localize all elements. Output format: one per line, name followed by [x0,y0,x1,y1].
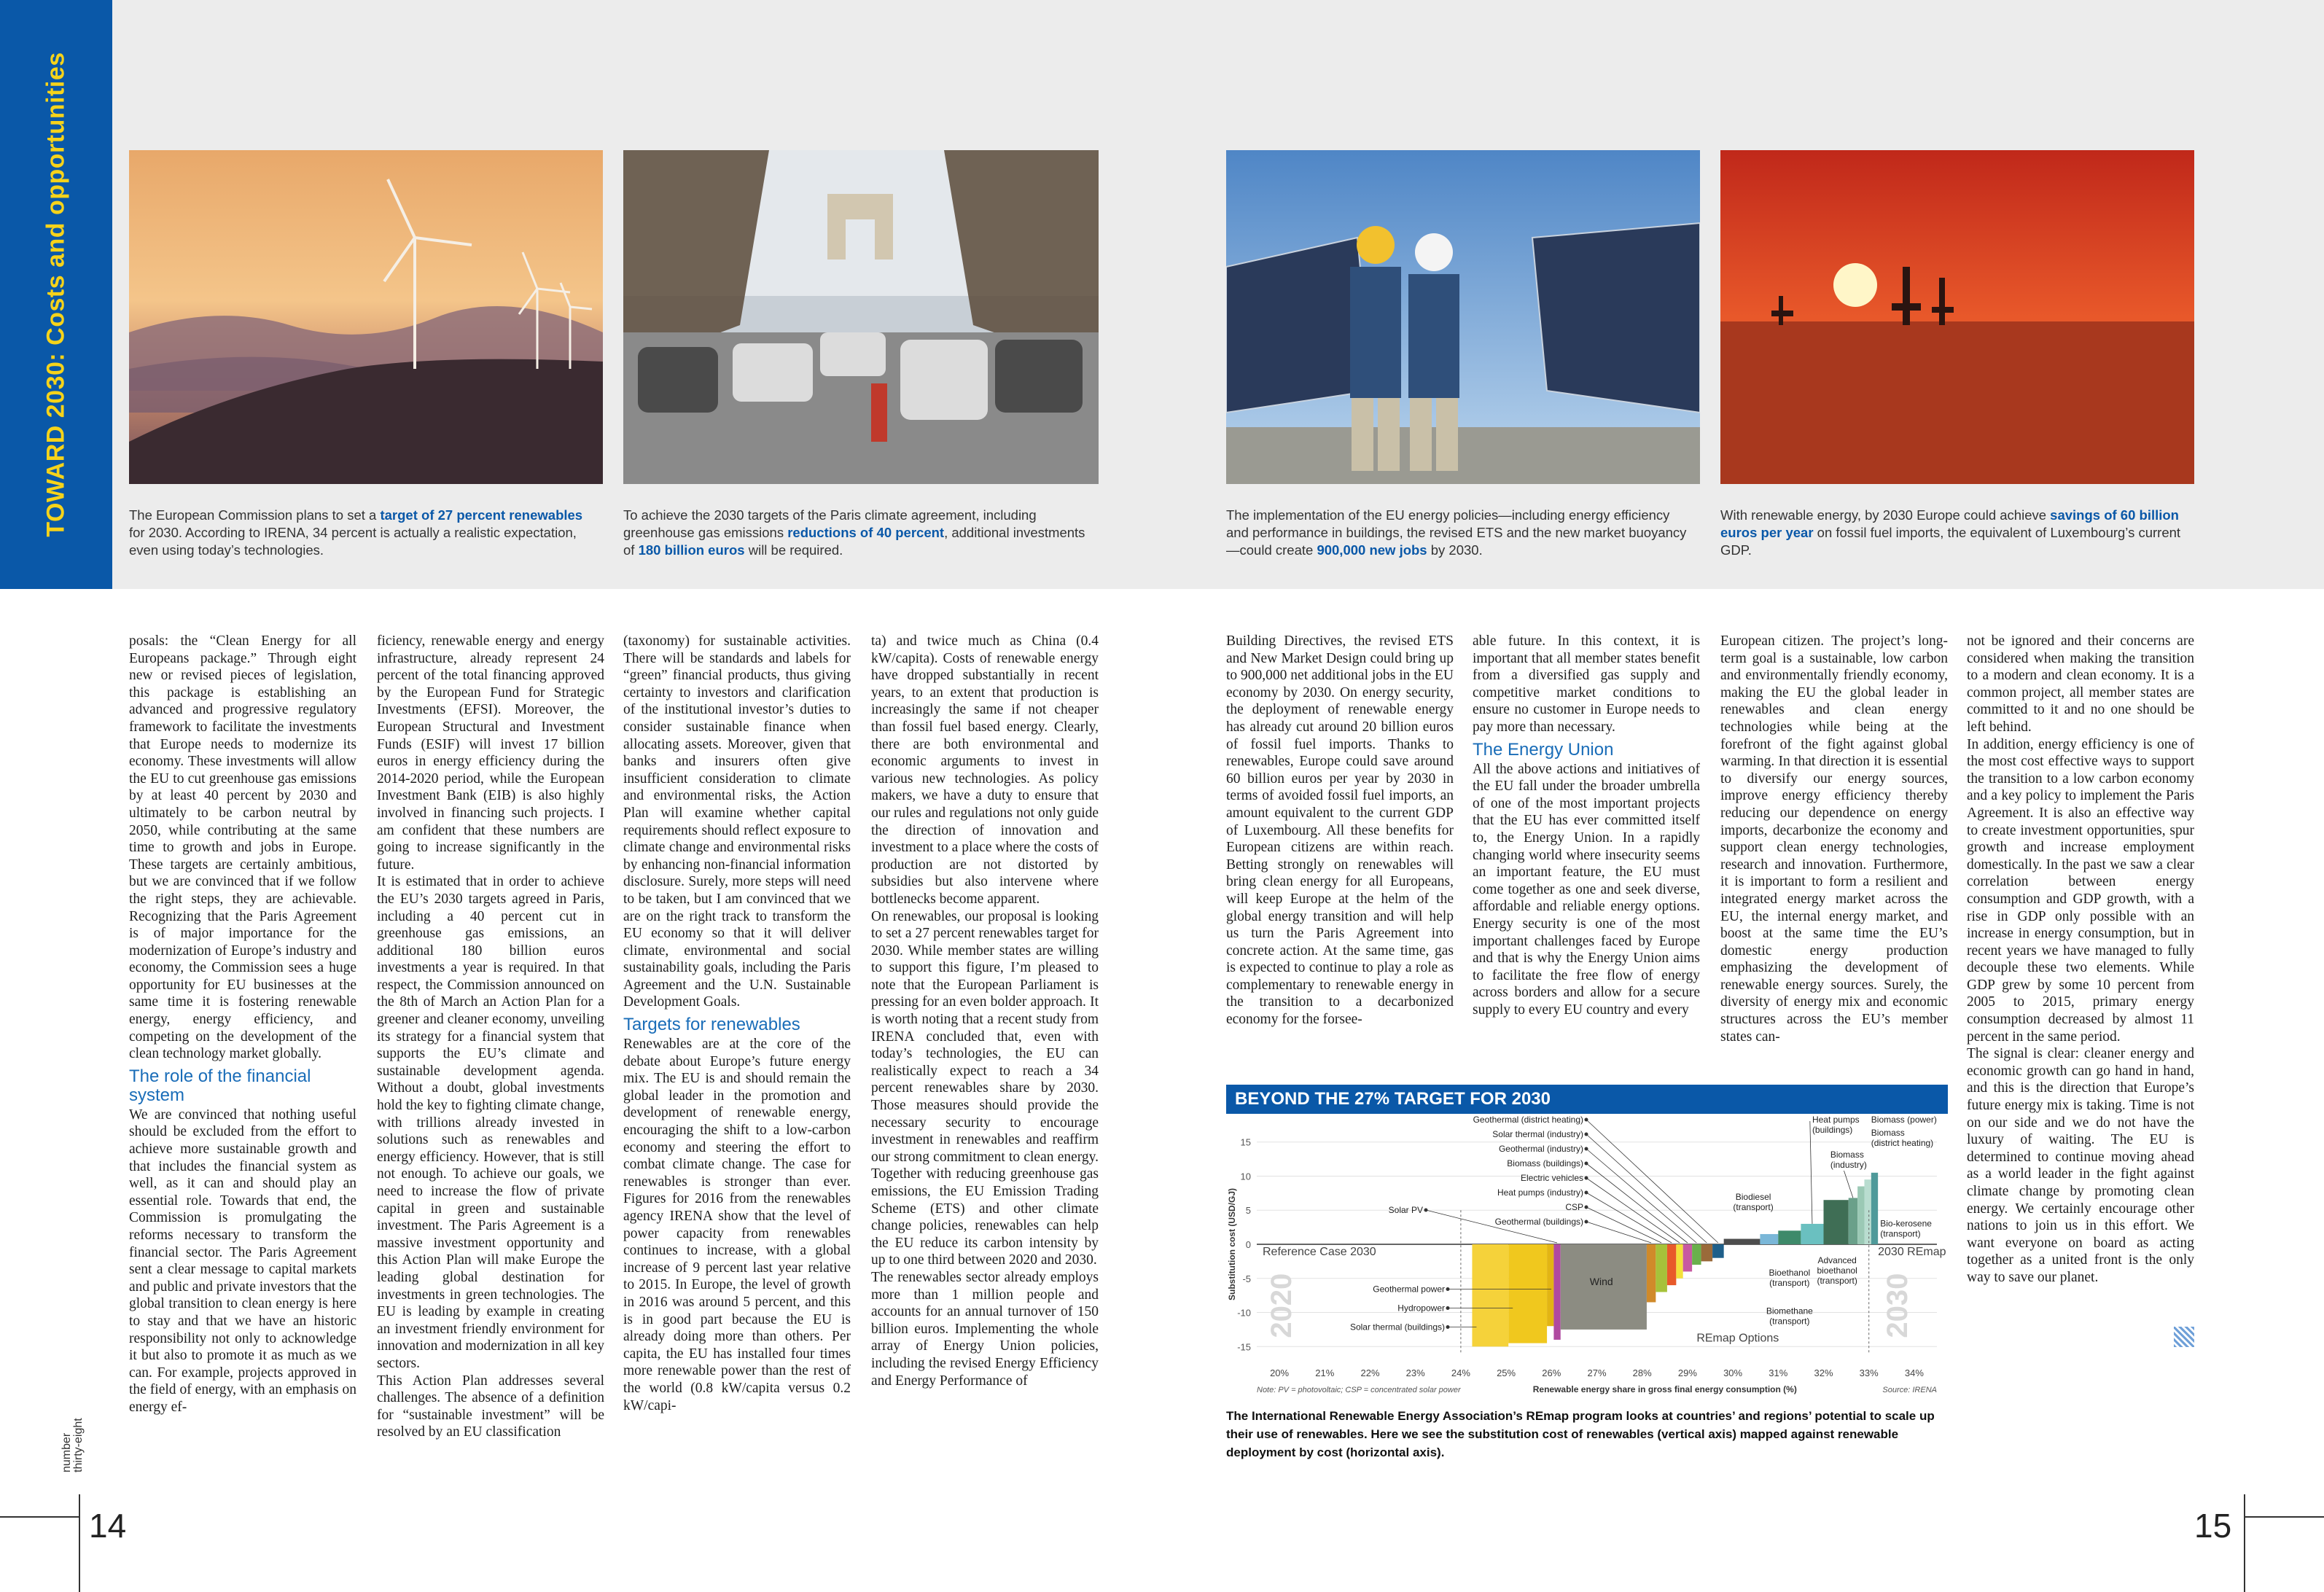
bar-segment [1676,1244,1682,1279]
text-column-3 [623,633,851,1414]
annotation-label: Geothermal (industry) [1498,1144,1583,1154]
x-tick-label: 28% [1632,1367,1652,1378]
chart-title: BEYOND THE 27% TARGET FOR 2030 [1226,1085,1948,1114]
annotation-label: Heat pumps (industry) [1497,1187,1583,1198]
annotation-label: (buildings) [1812,1125,1853,1135]
edition-label: number thirty-eight [61,1418,85,1472]
annotation-label: (transport) [1769,1316,1810,1327]
year-label-2030: 2030 [1881,1273,1914,1338]
remap-options-label: REmap Options [1696,1332,1779,1345]
annotation-dot [1585,1191,1588,1195]
bar-segment [1692,1244,1701,1265]
x-tick-label: 25% [1497,1367,1516,1378]
annotation-label: Hydropower [1397,1303,1445,1314]
bar-segment [1667,1244,1676,1285]
paragraph: ta) and twice much as China (0.4 kW/capita). Costs of renewable energy have dropped substantially in recent years, to an extent that production is increasingly the same if not cheaper than fossil fuel based energy. Clearly, there are both environmental and economic arguments to invest in various new technologies. As policy makers, we have a duty to ensure that our rules and regulations not only guide the direction of innovation and investment to a place where the costs of production are not distorted by subsidies but also intervene where bottlenecks become apparent. [871,633,1099,907]
x-tick-label: 22% [1360,1367,1380,1378]
photo-solar-engineers [1226,150,1700,484]
paragraph: On renewables, our proposal is looking to set a 27 percent renewables target for 2030. While member states are willing to support this figure, I’m pleased to note that the European Parliament is pressing for an even bolder approach. It is worth noting that a recent study from IRENA concluded that, even with today’s technologies, the EU can realistically expect to reach a 34 percent renewables share by 2030. Those measures should provide the necessary security to encourage investment in renewables and reaffirm our strong commitment to clean energy. Together with reducing greenhouse gas emissions, the EU Emission Trading Scheme (ETS) and other climate change policies, renewables can help the EU reduce its carbon intensity by up to one third between 2020 and 2030. [871,908,1099,1268]
x-tick-label: 32% [1814,1367,1833,1378]
paragraph: The signal is clear: cleaner energy and economic growth can go hand in hand, and this is the direction that Europe’s future energy mix is taking. Time is not on our side and we do not have the luxury of waiting. The EU is determined to continue moving ahead as a world leader in the fight against climate change by promoting clean energy. We certainly encourage other nations to join us in this effort. We want everyone on board as acting together as a united front is the only way to save our planet. [1967,1046,2194,1285]
bar-segment [1849,1198,1857,1244]
annotation-dot [1446,1325,1450,1329]
annotation-leader [1586,1207,1661,1243]
text-column-8 [1967,633,2194,1287]
annotation-dot [1424,1209,1428,1212]
bar-segment [1508,1244,1547,1343]
annotation-label: Biomethane [1766,1306,1813,1316]
bar-segment [1647,1244,1656,1303]
paragraph: All the above actions and initiatives of the EU fall under the broader umbrella of one of the most important projects that the EU has ever committed itself to, the Energy Union. In a rapidly changing world where insecurity seems an important feature, the EU must come together as one and seek diverse, affordable and reliable energy options. Energy security is one of the most important challenges faced by Europe and that is why the Energy Union aims to facilitate the free flow of energy across borders and allow for a secure supply to every EU country and every [1473,761,1700,1018]
caption-photo-1: The European Commission plans to set a target of 27 percent renewables for 2030. According to IRENA, 34 percent is actually a realistic expectation, even using today’s technologies. [129,507,583,558]
annotation-label: Biomass [1830,1150,1864,1160]
annotation-label: (transport) [1817,1276,1857,1287]
page-number-left: 14 [89,1507,127,1545]
y-tick-label: 15 [1240,1136,1251,1148]
caption-photo-3: The implementation of the EU energy policies—including energy efficiency and performance in buildings, the revised ETS and the new market buoyancy—could create 900,000 new jobs by 2030. [1226,507,1687,558]
paragraph: posals: the “Clean Energy for all Europeans package.” Through eight new or revised pieces of legislation, this package is establishing an advanced and progressive regulatory framework to facilitate the investments that Europe needs to modernize its economy. These investments will allow the EU to cut greenhouse gas emissions by at least 40 percent by 2030 and ultimately to be carbon neutral by 2050, while contributing at the same time to growth and jobs in Europe. These targets are certainly ambitious, but we are convinced that if we follow the right steps, they are achievable. Recognizing that the Paris Agreement is of major importance for the modernization of Europe’s industry and economy, the Commission sees a huge opportunity for EU businesses at the same time it is fostering renewable energy, energy efficiency, and competing on the development of the clean technology market globally. [129,633,356,1062]
x-tick-label: 21% [1315,1367,1335,1378]
subheading-financial-system: The role of the financial system [129,1066,311,1105]
paragraph: European citizen. The project’s long-term goal is a sustainable, low carbon and environmentally friendly economy, making the EU the global leader in renewables and clean energy technologies while being at the forefront of the fight against global warming. In that direction it is essential to diversify our energy sources, improve energy efficiency thereby reducing our dependence on energy imports, decarbonize the economy and support clean energy technologies, research and innovation. Furthermore, it is important to form a resilient and integrated energy market across the EU, the internal energy market, and boost at the same time the EU’s domestic energy production emphasizing the development of renewable energy sources. Surely, the diversity of energy mix and economic structures across the EU’s member states can- [1720,633,1948,1045]
paragraph: able future. In this context, it is important that all member states benefit from a diversified gas supply and competitive market conditions to ensure no customer in Europe needs to pay more than necessary. [1473,633,1700,735]
bar-segment [1724,1239,1760,1244]
annotation-dot [1585,1162,1588,1166]
folio-rule-left-vertical [79,1494,80,1592]
annotation-leader [1586,1134,1707,1243]
photo-city-traffic [623,150,1099,484]
remap-2030-label: 2030 REmap [1878,1245,1946,1258]
annotation-dot [1446,1306,1450,1310]
annotation-label: Heat pumps [1812,1115,1860,1125]
paragraph: Building Directives, the revised ETS and New Market Design could bring up to 900,000 net additional jobs in the EU economy by 2030. On energy security, the deployment of renewable energy has already cut around 20 billion euros of fossil fuel imports. Thanks to renewables, Europe could save around 60 billion euros per year by 2030 in terms of avoided fossil fuel imports, an amount equivalent to the current GDP of Luxembourg. All these benefits for European citizens are within reach. Betting strongly on renewables will bring clean energy for all Europeans, will keep Europe at the helm of the global energy transition and will help us turn the Paris Agreement into concrete action. At the same time, gas is expected to continue to play a role as complementary to renewable energy in the transition to a decarbonized economy for the forsee- [1226,633,1454,1028]
annotation-label: bioethanol [1817,1265,1857,1276]
annotation-label: (transport) [1733,1202,1774,1213]
annotation-dot [1585,1118,1588,1122]
x-tick-label: 31% [1769,1367,1788,1378]
bar-segment [1857,1187,1864,1245]
photo-wind-turbines [129,150,603,484]
bar-segment [1801,1224,1823,1244]
folio-rule-left [0,1516,79,1518]
text-column-1 [129,633,356,1416]
bar-segment [1553,1244,1560,1340]
year-label-2020: 2020 [1266,1273,1298,1338]
annotation-label: (industry) [1830,1160,1867,1170]
annotation-label: Biomass (power) [1871,1115,1937,1125]
y-tick-label: -10 [1237,1307,1251,1319]
annotation-dot [1446,1287,1450,1291]
paragraph: The renewables sector already employs more than 1 million people and accounts for an annual turnover of 150 billion euros. Implementing the whole array of Energy Union policies, including the revised Energy Efficiency and Energy Performance of [871,1269,1099,1389]
annotation-dot [1585,1206,1588,1209]
annotation-dot [1585,1133,1588,1136]
annotation-label: Geothermal power [1373,1284,1445,1295]
annotation-label: Biomass (buildings) [1507,1158,1583,1168]
section-spine [0,0,112,589]
x-tick-label: 24% [1451,1367,1470,1378]
caption-photo-2: To achieve the 2030 targets of the Paris climate agreement, including greenhouse gas emissions reductions of 40 percent, additional investments of 180 billion euros will be required. [623,507,1085,558]
x-axis-title: Renewable energy share in gross final energy consumption (%) [1532,1384,1797,1394]
annotation-label: Biomass [1871,1128,1905,1138]
annotation-label: Geothermal (buildings) [1494,1217,1583,1227]
subheading-targets-renewables: Targets for renewables [623,1015,800,1035]
y-axis-title: Substitution cost (USD/GJ) [1227,1188,1237,1300]
paragraph: (taxonomy) for sustainable activities. There will be standards and labels for “green” financial products, thus giving certainty to investors and clarification of the institutional investor’s duties to consider sustainable finance when allocating assets. Moreover, given that banks and insurers often give insufficient consideration to climate and environmental risks, the Action Plan will examine whether capital requirements should reflect exposure to climate change and environmental risks by enhancing non-financial information disclosure. Surely, more steps will need to be taken, but I am convinced that we are on the right track to transform the EU economy so that it will deliver climate, environmental and social sustainability goals, including the Paris Agreement and the U.N. Sustainable Development Goals. [623,633,851,1010]
page-number-right: 15 [2194,1507,2232,1545]
photo-oil-rigs-sunset [1720,150,2194,484]
paragraph: This Action Plan addresses several challenges. The absence of a definition for “sustainable investment” will be resolved by an EU classification [377,1373,604,1440]
chart-plot [1226,1114,1948,1400]
annotation-label: Bioethanol [1769,1268,1811,1279]
paragraph: It is estimated that in order to achieve the EU’s 2030 targets agreed in Paris, including a 40 percent cut in greenhouse gas emissions, an additional 180 billion euros investments a year is required. In that respect, the Commission announced on the 8th of March an Action Plan for a greener and cleaner economy, unveiling its strategy for a financial system that supports the EU’s climate and sustainable development agenda. Without a doubt, global investments hold the key to fighting climate change, with trillions already invested in solutions such as renewables and energy efficiency. However, that is still not enough. To achieve our goals, we need to increase the flow of private capital in green and sustainable investment. The Paris Agreement is a massive investment opportunity and this Action Plan will make Europe the leading global destination for investments in green technologies. The EU is leading by example in creating an investment friendly environment for innovation and modernization in all key sectors. [377,874,604,1371]
bar-segment [1871,1173,1878,1244]
paragraph: In addition, energy efficiency is one of the most cost effective ways to support the transition to a low carbon economy and a key policy to implement the Paris Agreement. It is also an effective way to create investment opportunities, spur growth and increase employment domestically. In the past we saw a clear correlation between energy consumption and GDP growth, with a rise in GDP only possible with an increase in energy consumption, but in recent years we have managed to fully decouple these two elements. While GDP grew by some 10 percent from 2005 to 2015, primary energy consumption decreased by almost 11 percent in the same period. [1967,736,2194,1045]
y-tick-label: 10 [1240,1171,1251,1182]
x-tick-label: 29% [1677,1367,1697,1378]
annotation-dot [1585,1177,1588,1180]
annotation-dot [1585,1220,1588,1224]
folio-rule-right [2245,1516,2324,1518]
annotation-label: (transport) [1769,1278,1810,1289]
annotation-label: CSP [1565,1202,1583,1212]
bar-segment [1778,1230,1801,1244]
paragraph: We are convinced that nothing useful should be excluded from the effort to achieve more sustainable growth and that includes the financial system as well, as it can and should play an essential role. Towards that end, the Commission is promulgating the reforms necessary to transform the financial sector. The Paris Agreement sent a clear message to capital markets and public and private investors that the global transition to clean energy is here to stay and that we have an historic responsibility not only to acknowledge it but also to promote it as much as we can. For example, projects approved in the field of energy, with an emphasis on energy ef- [129,1107,356,1415]
paragraph: not be ignored and their concerns are considered when making the transition to a modern and clean economy. It is a common project, all member states are committed to it and no one should be left behind. [1967,633,2194,735]
annotation-label: (transport) [1880,1228,1921,1239]
bar-segment [1712,1244,1724,1258]
subheading-energy-union: The Energy Union [1473,739,1614,760]
annotation-label: Advanced [1817,1255,1857,1266]
annotation-label: Electric vehicles [1520,1173,1583,1183]
annotation-label: Bio-kerosene [1880,1218,1932,1229]
chart-note: Note: PV = photovoltaic; CSP = concentrated solar power [1257,1386,1461,1394]
x-tick-label: 34% [1904,1367,1924,1378]
y-tick-label: -5 [1242,1273,1251,1284]
section-title: TOWARD 2030: Costs and opportunities [42,52,70,537]
bar-segment [1864,1179,1871,1244]
annotation-label: Solar thermal (industry) [1492,1129,1583,1139]
x-tick-label: 33% [1859,1367,1879,1378]
x-tick-label: 20% [1270,1367,1290,1378]
bar-segment [1472,1244,1508,1346]
text-column-2 [377,633,604,1441]
remap-chart [1226,1085,1948,1400]
caption-photo-4: With renewable energy, by 2030 Europe could achieve savings of 60 billion euros per year on fossil fuel imports, the equivalent of Luxembourg’s current GDP. [1720,507,2181,558]
x-tick-label: 27% [1587,1367,1607,1378]
y-tick-label: 5 [1245,1205,1251,1217]
reference-case-label: Reference Case 2030 [1263,1245,1376,1258]
article-end-mark [2174,1327,2194,1347]
bar-segment [1701,1244,1713,1261]
bar-segment [1547,1244,1553,1326]
annotation-leader [1586,1149,1696,1243]
annotation-label: Biodiesel [1735,1192,1771,1203]
y-tick-label: -15 [1237,1341,1251,1353]
annotation-dot [1585,1147,1588,1151]
bar-segment [1683,1244,1692,1271]
bar-segment [1824,1200,1849,1244]
text-column-4 [871,633,1099,1389]
x-tick-label: 26% [1542,1367,1561,1378]
paragraph: ficiency, renewable energy and energy infrastructure, already represent 24 percent of the total financing approved by the European Fund for Strategic Investments (EFSI). Moreover, the European Structural and Investment Funds (ESIF) will invest 17 billion euros in energy efficiency during the 2014-2020 period, while the European Investment Bank (EIB) is also highly involved in financing such projects. I am confident that these numbers are going to increase significantly in the future. [377,633,604,873]
x-tick-label: 30% [1723,1367,1743,1378]
annotation-leader [1810,1121,1812,1224]
annotation-label: Solar PV [1388,1205,1423,1215]
text-column-7 [1720,633,1948,1045]
bar-segment [1760,1234,1778,1244]
chart-source: Source: IRENA [1882,1386,1937,1394]
annotation-label: Wind [1589,1276,1613,1288]
y-tick-label: 0 [1245,1239,1251,1250]
text-column-5 [1226,633,1454,1029]
chart-caption: The International Renewable Energy Association’s REmap program looks at countries’ and regions’ potential to scale up their use of renewables. Here we see the substitution cost of renewables (vertical axis) mapped against renewable deployment by cost (horizontal axis). [1226,1409,1935,1459]
annotation-label: Solar thermal (buildings) [1349,1322,1445,1332]
bar-segment [1656,1244,1667,1292]
text-column-6 [1473,633,1700,1018]
folio-rule-right-vertical [2244,1494,2245,1592]
annotation-label: (district heating) [1871,1138,1934,1148]
x-tick-label: 23% [1405,1367,1425,1378]
annotation-leader [1586,1120,1718,1243]
paragraph: Renewables are at the core of the debate about Europe’s future energy mix. The EU is and should remain the global leader in the promotion and development of renewable energy, encouraging the shift to a low-carbon economy and steering the effort to combat climate change. The case for renewables is stronger than ever. Figures for 2016 from the renewables agency IRENA show that the level of power capacity from renewables continues to increase, with a global increase of 9 percent last year relative to 2015. In Europe, the level of growth in 2016 was around 5 percent, and this is in good part because the EU is already doing more than others. Per capita, the EU has installed four times more renewable power than the rest of the world (0.8 kW/capita versus 0.2 kW/capi- [623,1037,851,1413]
annotation-leader [1844,1171,1852,1198]
annotation-label: Geothermal (district heating) [1473,1115,1583,1125]
